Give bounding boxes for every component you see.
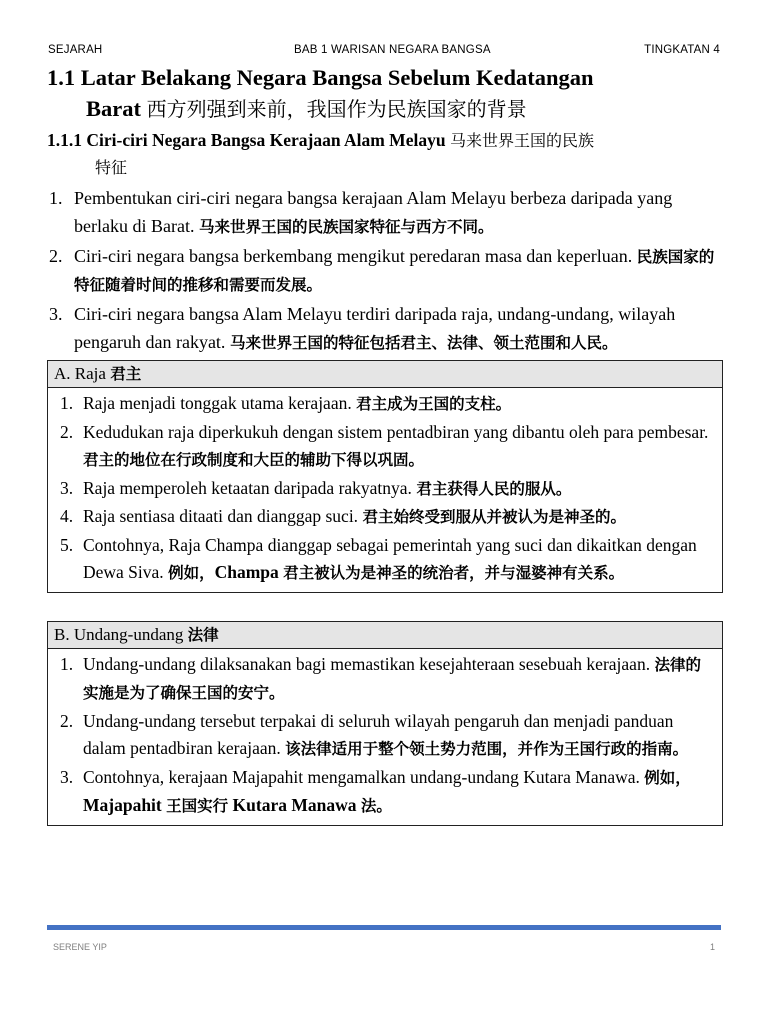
header-form: TINGKATAN 4: [644, 44, 720, 56]
item-chinese: 君主被认为是神圣的统治者，并与湿婆神有关系。: [283, 564, 625, 582]
item-text: Contohnya, kerajaan Majapahit mengamalkan undang-undang Kutara Manawa.: [83, 766, 640, 787]
item-chinese: 君主成为王国的支柱。: [356, 395, 512, 413]
list-item: [48, 651, 722, 708]
item-text: Raja menjadi tonggak utama kerajaan.: [83, 393, 352, 413]
list-item: [48, 503, 722, 532]
page-title: [47, 62, 723, 125]
item-text: Undang-undang tersebut terpakai di seluruh wilayah pengaruh dan menjadi panduan dalam pentadbiran kerajaan.: [83, 710, 674, 758]
footer-author: SERENE YIP: [53, 942, 107, 952]
item-number: 1.: [60, 653, 74, 674]
list-item: [48, 764, 722, 821]
box-raja-title-chinese: 君主: [110, 365, 142, 383]
document-body: [47, 62, 723, 826]
item-number: 3.: [60, 477, 74, 498]
title-latin: Barat: [86, 96, 141, 121]
footer-rule: [47, 925, 721, 930]
item-text: Raja memperoleh ketaatan daripada rakyatnya.: [83, 477, 412, 498]
list-item: [48, 532, 722, 588]
intro-point: [47, 185, 723, 241]
page-header: [48, 44, 720, 60]
item-text: Kedudukan raja diperkukuh dengan sistem pentadbiran yang dibantu oleh para pembesar.: [83, 421, 709, 442]
item-chinese: 君主始终受到服从并被认为是神圣的。: [362, 508, 626, 526]
item-chinese-tail: 法。: [360, 797, 392, 815]
header-subject: SEJARAH: [48, 44, 103, 56]
section-heading-chinese: 马来世界王国的民族: [449, 131, 594, 150]
intro-point: [47, 243, 723, 300]
box-raja-list: [48, 390, 722, 588]
point-text: Ciri-ciri negara bangsa Alam Melayu terdiri daripada raja, undang-undang, wilayah pengaruh dan rakyat.: [74, 304, 676, 352]
box-undang-undang: [47, 621, 723, 826]
box-raja-title: A. Raja: [54, 364, 106, 383]
item-chinese-lead: 例如，: [168, 564, 215, 582]
point-number: 3.: [49, 304, 63, 324]
item-number: 1.: [60, 393, 74, 413]
point-text: Pembentukan ciri-ciri negara bangsa kerajaan Alam Melayu berbeza daripada yang berlaku di Barat.: [74, 188, 673, 236]
point-chinese: 民族国家的特征随着时间的推移和需要而发展。: [74, 247, 715, 294]
item-chinese-lead: 例如，: [644, 768, 691, 787]
item-chinese: 君主的地位在行政制度和大臣的辅助下得以巩固。: [83, 451, 425, 469]
item-number: 2.: [60, 710, 74, 731]
box-raja: [47, 360, 723, 593]
section-heading: [47, 127, 723, 181]
item-text: Raja sentiasa ditaati dan dianggap suci.: [83, 506, 359, 526]
section-heading-latin: 1.1.1 Ciri-ciri Negara Bangsa Kerajaan Alam Melayu: [47, 130, 446, 150]
list-item: [48, 390, 722, 419]
title-chinese: 西方列强到来前，我国作为民族国家的背景: [146, 97, 527, 121]
intro-points: [47, 185, 723, 357]
point-text: Ciri-ciri negara bangsa berkembang mengikut peredaran masa dan keperluan.: [74, 245, 633, 266]
item-text: Contohnya, Raja Champa dianggap sebagai pemerintah yang suci dan dikaitkan dengan Dewa Siva.: [83, 534, 697, 582]
item-chinese: 该法律适用于整个领土势力范围，并作为王国行政的指南。: [285, 740, 689, 758]
item-chinese: 法律的实施是为了确保王国的安宁。: [83, 655, 701, 702]
point-chinese: 马来世界王国的特征包括君主、法律、领土范围和人民。: [229, 333, 618, 352]
title-line-2: [47, 93, 723, 125]
box-undang-heading: [48, 622, 722, 649]
item-number: 2.: [60, 421, 74, 442]
list-item: [48, 475, 722, 504]
item-bold-name: Champa: [214, 562, 279, 582]
box-raja-heading: [48, 361, 722, 388]
header-chapter: BAB 1 WARISAN NEGARA BANGSA: [294, 44, 491, 56]
title-line-1: 1.1 Latar Belakang Negara Bangsa Sebelum Kedatangan: [47, 65, 594, 90]
item-number: 4.: [60, 506, 74, 526]
item-chinese: 王国实行: [166, 797, 229, 815]
item-text: Undang-undang dilaksanakan bagi memastikan kesejahteraan sesebuah kerajaan.: [83, 653, 651, 674]
box-undang-title: B. Undang-undang: [54, 624, 184, 644]
item-number: 5.: [60, 534, 74, 555]
item-bold-name: Majapahit: [83, 795, 162, 815]
page-footer: [53, 942, 715, 956]
page-number: 1: [709, 942, 715, 952]
list-item: [48, 708, 722, 764]
box-undang-list: [48, 651, 722, 821]
intro-point: [47, 301, 723, 357]
section-heading-line-2: 特征: [95, 158, 128, 177]
box-undang-title-chinese: 法律: [187, 625, 219, 644]
item-number: 3.: [60, 766, 74, 787]
list-item: [48, 419, 722, 475]
point-number: 2.: [49, 245, 63, 266]
section-heading-line-1: [47, 127, 723, 154]
point-chinese: 马来世界王国的民族国家特征与西方不同。: [198, 217, 494, 236]
point-number: 1.: [49, 188, 63, 208]
item-chinese: 君主获得人民的服从。: [416, 479, 572, 498]
item-bold-law-name: Kutara Manawa: [232, 795, 357, 815]
